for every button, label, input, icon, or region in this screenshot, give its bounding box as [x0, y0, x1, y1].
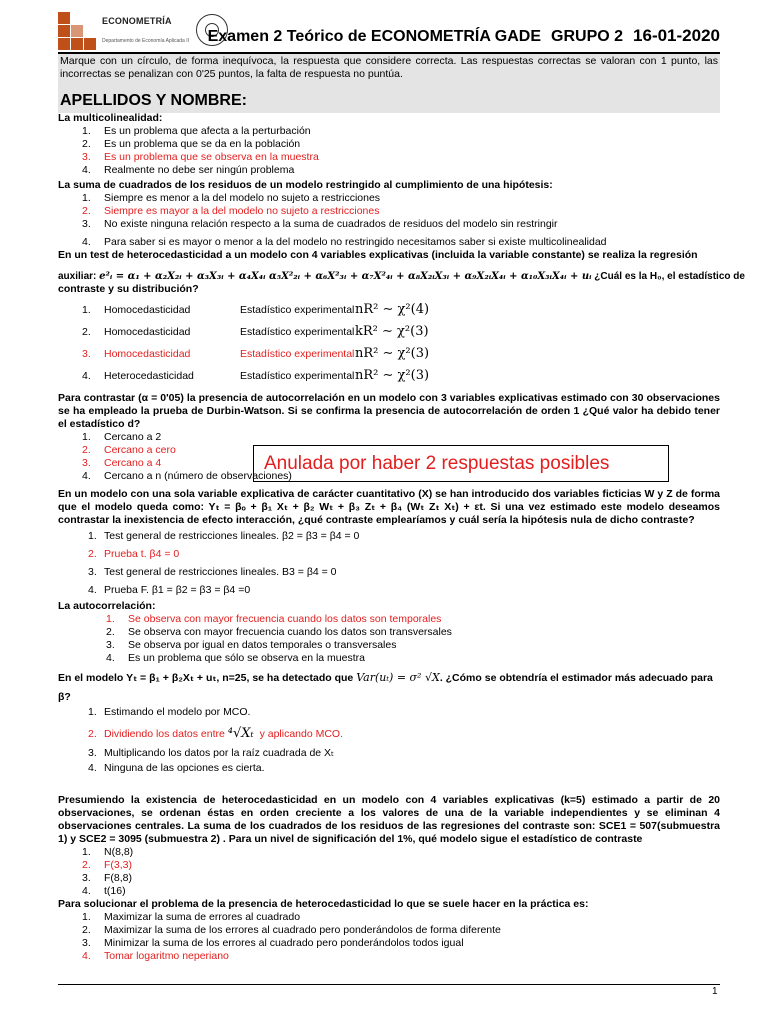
question-5	[58, 488, 720, 600]
page-number: 1	[712, 986, 718, 997]
department-logo	[58, 12, 228, 50]
option-2[interactable]: 2. Es un problema que se da en la población	[82, 138, 301, 150]
option-4[interactable]: 4. Prueba F. β1 = β2 = β3 = β4 =0	[88, 584, 251, 596]
question-text: La multicolinealidad:	[58, 112, 163, 124]
option-3-correct[interactable]: 3. Cercano a 4	[82, 457, 162, 469]
option-1-correct[interactable]: 1. Se observa con mayor frecuencia cuando los datos son temporales	[106, 613, 442, 625]
option-1[interactable]: 1. Homocedasticidad Estadístico experimental nR² ∼ χ²(4)	[82, 302, 430, 317]
logo-squares-icon	[58, 12, 96, 50]
option-4[interactable]: 4. Es un problema que sólo se observa en la muestra	[106, 652, 365, 664]
option-2-correct[interactable]: 2. Dividiendo los datos entre ⁴√Xₜ y aplicando MCO.	[88, 726, 344, 741]
option-3[interactable]: 3. F(8,8)	[82, 872, 133, 884]
option-1[interactable]: 1. Es un problema que afecta a la perturbación	[82, 125, 311, 137]
option-4[interactable]: 4. Ninguna de las opciones es cierta.	[88, 762, 265, 774]
option-3[interactable]: 3. Minimizar la suma de los errores al cuadrado pero ponderándolos todos igual	[82, 937, 464, 949]
option-2-correct[interactable]: 2. Prueba t. β4 = 0	[88, 548, 180, 560]
option-3[interactable]: 3. No existe ninguna relación respecto a la suma de cuadrados de residuos del modelo sin restringir	[82, 218, 558, 230]
option-4[interactable]: 4. t(16)	[82, 885, 126, 897]
auxiliary-regression-equation: e²ᵢ = α₁ + α₂X₂ᵢ + α₃X₃ᵢ + α₄X₄ᵢ α₅X²₂ᵢ + α₆X²₃ᵢ + α₇X²₄ᵢ + α₈X₂ᵢX₃ᵢ + α₉X₂ᵢX₄ᵢ + α₁₀X₃ᵢX₄ᵢ + uᵢ	[99, 271, 592, 282]
question-text-line3: contraste y su distribución?	[58, 283, 199, 295]
option-1[interactable]: 1. Test general de restricciones lineales. β2 = β3 = β4 = 0	[88, 530, 360, 542]
option-3[interactable]: 3. Multiplicando los datos por la raíz cuadrada de Xₜ	[88, 747, 335, 759]
option-1[interactable]: 1. Estimando el modelo por MCO.	[88, 706, 251, 718]
group-label: GRUPO 2	[551, 28, 624, 45]
questions	[58, 112, 745, 963]
question-1	[58, 112, 720, 177]
option-3[interactable]: 3. Se observa por igual en datos temporales o transversales	[106, 639, 397, 651]
option-2[interactable]: 2. Se observa con mayor frecuencia cuando los datos son transversales	[106, 626, 452, 638]
logo-subtitle: Departamento de Economía Aplicada II	[102, 38, 189, 44]
option-2-correct[interactable]: 2. Siempre es mayor a la del modelo no sujeto a restricciones	[82, 205, 380, 217]
exam-date: 16-01-2020	[633, 26, 720, 45]
option-4[interactable]: 4. Realmente no debe ser ningún problema	[82, 164, 295, 176]
question-text: La suma de cuadrados de los residuos de un modelo restringido al cumplimiento de una hipótesis:	[58, 179, 553, 191]
question-text: Para contrastar (α = 0'05) la presencia de autocorrelación en un modelo con 3 variables explicativas estimado con 30 observaciones se ha empleado la prueba de Durbin-Watson. Si se confirma la presencia de autocorrelación de orden 1 ¿Qué valor ha debido tener el estadístico d?	[58, 392, 720, 430]
question-7	[58, 665, 720, 777]
question-text: Presumiendo la existencia de heterocedasticidad en un modelo con 4 variables explicativas (k=5) estimado a partir de 20 observaciones, se ordenan éstas en orden creciente a los valores de una de la variable independientes y se eliminan 4 observaciones centrales. La suma de los cuadrados de los residuos de las regresiones del contraste son: SCE1 = 507(submuestra 1) y SCE2 = 3095 (submuestra 2) . Para un nivel de significación del 1%, qué modelo sigue el estadístico de contraste	[58, 794, 720, 845]
footer-divider	[58, 984, 720, 985]
option-4[interactable]: 4. Heterocedasticidad Estadístico experimental nR² ∼ χ²(3)	[82, 368, 430, 383]
question-text-line2: auxiliar: e²ᵢ = α₁ + α₂X₂ᵢ + α₃X₃ᵢ + α₄X₄ᵢ α₅X²₂ᵢ + α₆X²₃ᵢ + α₇X²₄ᵢ + α₈X₂ᵢX₃ᵢ + α₉X₂ᵢX₄ᵢ + α₁₀X₃ᵢX₄ᵢ + uᵢ ¿Cuál es la H₀, el estadístico de	[58, 271, 745, 282]
title-text: Examen 2 Teórico de ECONOMETRÍA GADE	[207, 28, 542, 45]
option-3-correct[interactable]: 3. Es un problema que se observa en la muestra	[82, 151, 319, 163]
annulled-note: Anulada por haber 2 respuestas posibles	[253, 445, 669, 482]
question-2	[58, 179, 720, 249]
question-text-line1: En un test de heterocedasticidad a un modelo con 4 variables explicativas (incluida la variable constante) se realiza la regresión	[58, 249, 698, 261]
exam-title	[208, 26, 720, 46]
option-3-correct[interactable]: 3. Homocedasticidad Estadístico experimental nR² ∼ χ²(3)	[82, 346, 430, 361]
question-text: La autocorrelación:	[58, 600, 156, 612]
option-3[interactable]: 3. Test general de restricciones lineales. B3 = β4 = 0	[88, 566, 337, 578]
question-text-line2: β?	[58, 691, 71, 703]
option-1[interactable]: 1. Maximizar la suma de errores al cuadrado	[82, 911, 301, 923]
instructions: Marque con un círculo, de forma inequívoca, la respuesta que considere correcta. Las respuestas correctas se valoran con 1 punto, las incorrectas se penalizan con 0'25 puntos, la falta de respuesta no puntúa.	[58, 54, 720, 84]
option-2-correct[interactable]: 2. F(3,3)	[82, 859, 133, 871]
option-2-correct[interactable]: 2. Cercano a cero	[82, 444, 176, 456]
option-1[interactable]: 1. Cercano a 2	[82, 431, 162, 443]
header	[58, 12, 720, 54]
question-6	[58, 600, 720, 665]
question-text: Para solucionar el problema de la presencia de heterocedasticidad lo que se suele hacer en la práctica es:	[58, 898, 589, 910]
question-8	[58, 794, 720, 898]
option-4[interactable]: 4. Cercano a n (número de observaciones)	[82, 470, 292, 482]
option-4[interactable]: 4. Para saber si es mayor o menor a la del modelo no restringido necesitamos saber si existe multicolinealidad	[82, 236, 607, 248]
option-4-correct[interactable]: 4. Tomar logaritmo neperiano	[82, 950, 229, 962]
fourth-root-formula: ⁴√Xₜ	[227, 726, 254, 741]
question-9	[58, 898, 720, 963]
variance-formula: Var(uₜ) = σ² √X	[356, 671, 440, 684]
question-text: En un modelo con una sola variable explicativa de carácter cuantitativo (X) se han introducido dos variables ficticias W y Z de forma que el modelo queda como: Yₜ = βₒ + β₁ Xₜ + β₂ Wₜ + β₃ Zₜ + β₄ (Wₜ Zₜ Xₜ) + εt. Si una vez estimado este modelo deseamos contrastar la inexistencia de efecto interacción, ¿qué contraste emplearíamos y cuál sería la hipótesis nula de dicho contraste?	[58, 488, 720, 526]
logo-text: ECONOMETRÍA	[102, 16, 172, 26]
question-text-line1: En el modelo Yₜ = β₁ + β₂Xₜ + uₜ, n=25, se ha detectado que Var(uₜ) = σ² √X. ¿Cómo se obtendría el estimador más adecuado para	[58, 671, 713, 684]
name-field-label: APELLIDOS Y NOMBRE:	[58, 84, 720, 113]
option-1[interactable]: 1. N(8,8)	[82, 846, 134, 858]
option-2[interactable]: 2. Homocedasticidad Estadístico experimental kR² ∼ χ²(3)	[82, 324, 429, 339]
option-1[interactable]: 1. Siempre es menor a la del modelo no sujeto a restricciones	[82, 192, 381, 204]
option-2[interactable]: 2. Maximizar la suma de los errores al cuadrado pero ponderándolos de forma diferente	[82, 924, 501, 936]
question-3	[58, 249, 745, 387]
